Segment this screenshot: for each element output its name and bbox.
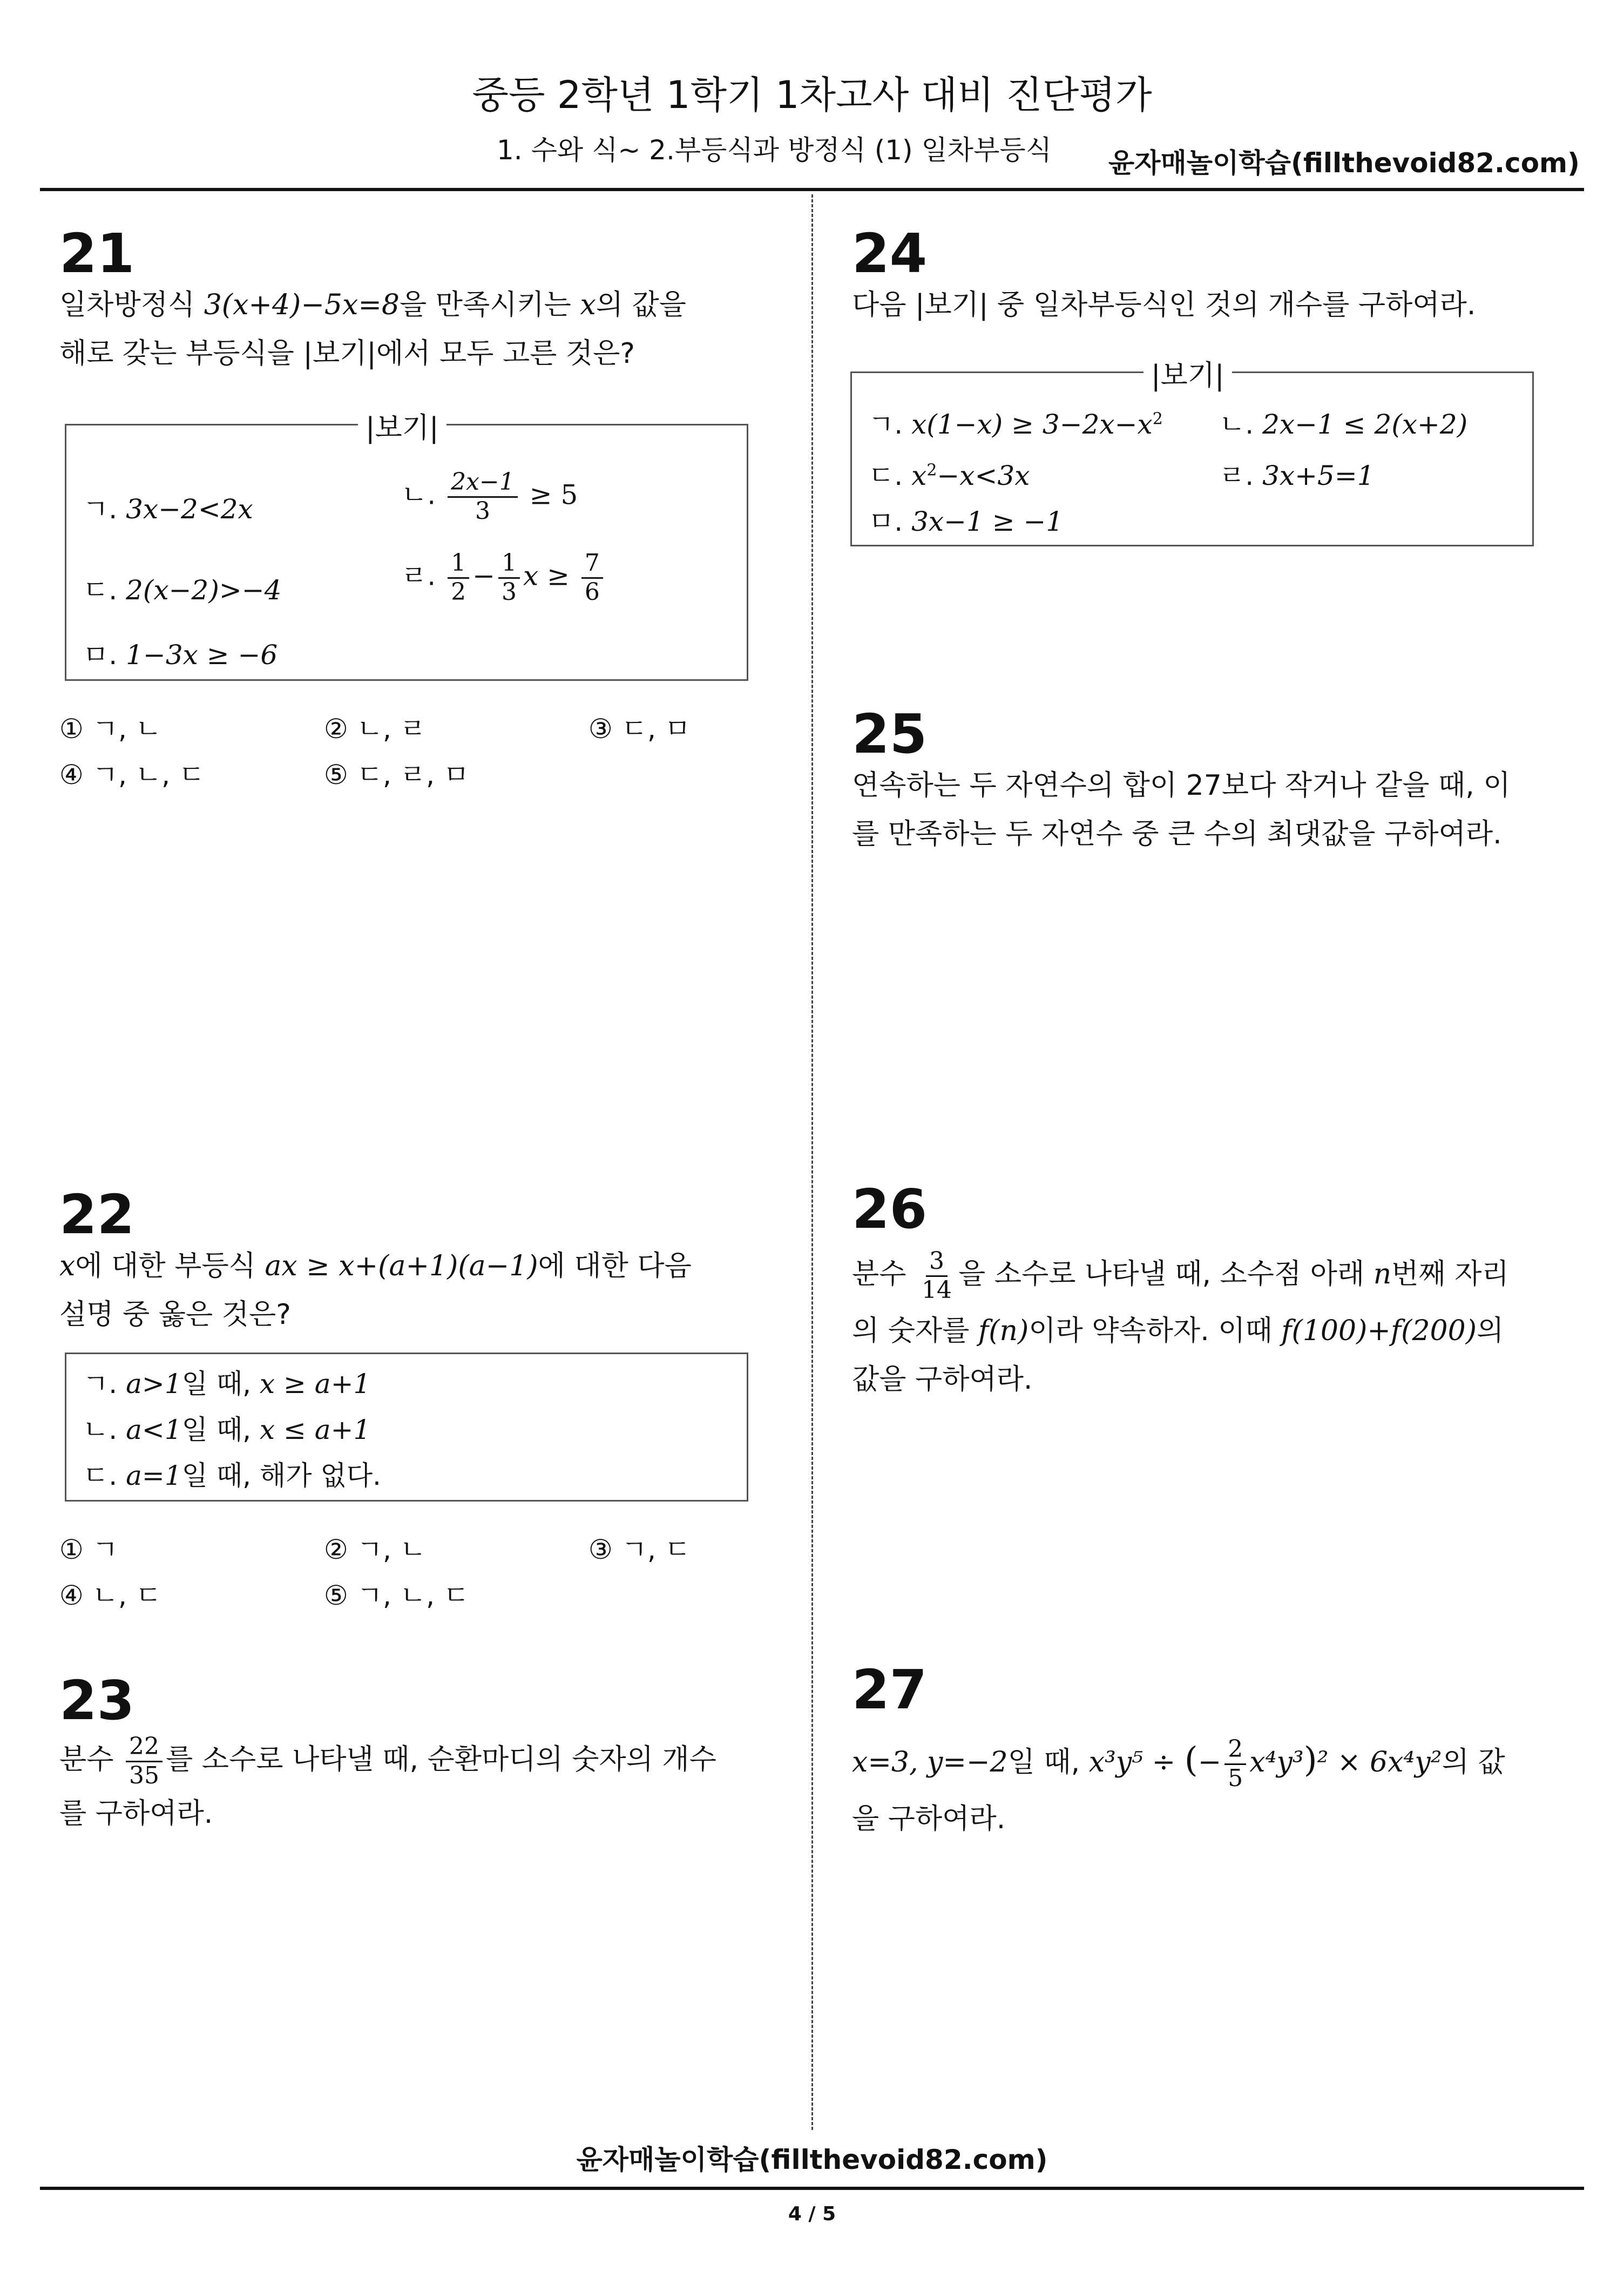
box-title: |보기|: [358, 405, 446, 445]
question-27-text: x=3, y=−2일 때, x³y⁵ ÷ (− $\frac{2}{5}$ x⁴y³)² × 6x⁴y²의 값 을 구하여라.: [852, 1735, 1505, 1836]
q21-item-c: ㄷ. 2(x−2)>−4: [83, 574, 282, 606]
q22-item-b: ㄴ. a<1일 때, x ≤ a+1: [83, 1414, 371, 1445]
question-21-number: 21: [59, 222, 135, 285]
q21-choice-5[interactable]: ⑤ ㄷ, ㄹ, ㅁ: [324, 759, 470, 790]
header-rule: [40, 188, 1584, 191]
question-22-box: [65, 1353, 748, 1502]
q24-item-d: ㄹ. 3x+5=1: [1219, 460, 1375, 491]
q21-item-d: ㄹ. $\frac{1}{2}$ − $\frac{1}{3}$ x ≥ $\frac{7}{6}$: [401, 550, 606, 606]
q21-choice-3[interactable]: ③ ㄷ, ㅁ: [588, 713, 691, 745]
question-24-text: 다음 |보기| 중 일차부등식인 것의 개수를 구하여라.: [852, 289, 1476, 321]
footer-rule: [40, 2187, 1584, 2190]
page-subtitle: 1. 수와 식~ 2.부등식과 방정식 (1) 일차부등식: [497, 134, 1052, 166]
q24-item-b: ㄴ. 2x−1 ≤ 2(x+2): [1219, 409, 1468, 440]
footer-brand: 윤자매놀이학습(fillthevoid82.com): [576, 2144, 1048, 2175]
q24-item-a: ㄱ. $x(1-x) \ge 3-2x-x^2$: [868, 409, 1163, 440]
q21-item-b: ㄴ. $\frac{2x-1}{3}$ ≥ 5: [401, 468, 578, 525]
q21-choice-2[interactable]: ② ㄴ, ㄹ: [324, 713, 427, 745]
question-23-number: 23: [59, 1669, 135, 1732]
q22-item-a: ㄱ. a>1일 때, x ≥ a+1: [83, 1368, 371, 1399]
question-26-text: 분수 $\frac{3}{14}$ 을 소수로 나타낼 때, 소수점 아래 n번째 자리 의 숫자를 f(n)이라 약속하자. 이때 f(100)+f(200)의 값을 구하여라.: [852, 1247, 1509, 1396]
q22-choice-2[interactable]: ② ㄱ, ㄴ: [324, 1534, 427, 1565]
q21-choice-4[interactable]: ④ ㄱ, ㄴ, ㄷ: [59, 759, 205, 790]
q22-item-c: ㄷ. a=1일 때, 해가 없다.: [83, 1460, 381, 1491]
q21-item-a: ㄱ. 3x−2<2x: [83, 493, 253, 525]
question-27-number: 27: [852, 1658, 928, 1721]
question-21-box: [65, 412, 748, 681]
header-brand: 윤자매놀이학습(fillthevoid82.com): [1108, 147, 1580, 179]
q21-item-e: ㅁ. 1−3x ≥ −6: [83, 639, 278, 671]
question-22-number: 22: [59, 1183, 135, 1246]
q22-choice-1[interactable]: ① ㄱ: [59, 1534, 119, 1565]
question-21-text: 일차방정식 3(x+4)−5x=8을 만족시키는 x의 값을 해로 갖는 부등식을 |보기|에서 모두 고른 것은?: [59, 289, 686, 370]
q22-choice-4[interactable]: ④ ㄴ, ㄷ: [59, 1580, 162, 1611]
question-22-text: x에 대한 부등식 ax ≥ x+(a+1)(a−1)에 대한 다음 설명 중 옳은 것은?: [59, 1250, 692, 1331]
page-number: 4 / 5: [788, 2203, 836, 2225]
page-title: 중등 2학년 1학기 1차고사 대비 진단평가: [472, 73, 1152, 117]
q21-equation: 3(x+4)−5x=8: [204, 289, 400, 321]
q22-inequality: ax ≥ x+(a+1)(a−1): [265, 1250, 538, 1282]
column-divider: [811, 194, 813, 2130]
question-24-number: 24: [852, 222, 928, 285]
q21-choice-1[interactable]: ① ㄱ, ㄴ: [59, 713, 162, 745]
q24-item-c: ㄷ. $x^2-x<3x$: [868, 460, 1030, 491]
question-25-number: 25: [852, 702, 928, 766]
question-23-text: 분수 $\frac{22}{35}$ 를 소수로 나타낼 때, 순환마디의 숫자의 개수 를 구하여라.: [59, 1733, 716, 1830]
q22-choice-3[interactable]: ③ ㄱ, ㄷ: [588, 1534, 691, 1565]
q22-choice-5[interactable]: ⑤ ㄱ, ㄴ, ㄷ: [324, 1580, 470, 1611]
box-title: |보기|: [1143, 353, 1232, 393]
question-26-number: 26: [852, 1178, 928, 1241]
question-25-text: 연속하는 두 자연수의 합이 27보다 작거나 같을 때, 이 를 만족하는 두 자연수 중 큰 수의 최댓값을 구하여라.: [852, 769, 1511, 850]
q24-item-e: ㅁ. 3x−1 ≥ −1: [868, 506, 1064, 537]
question-24-box: [850, 360, 1534, 546]
